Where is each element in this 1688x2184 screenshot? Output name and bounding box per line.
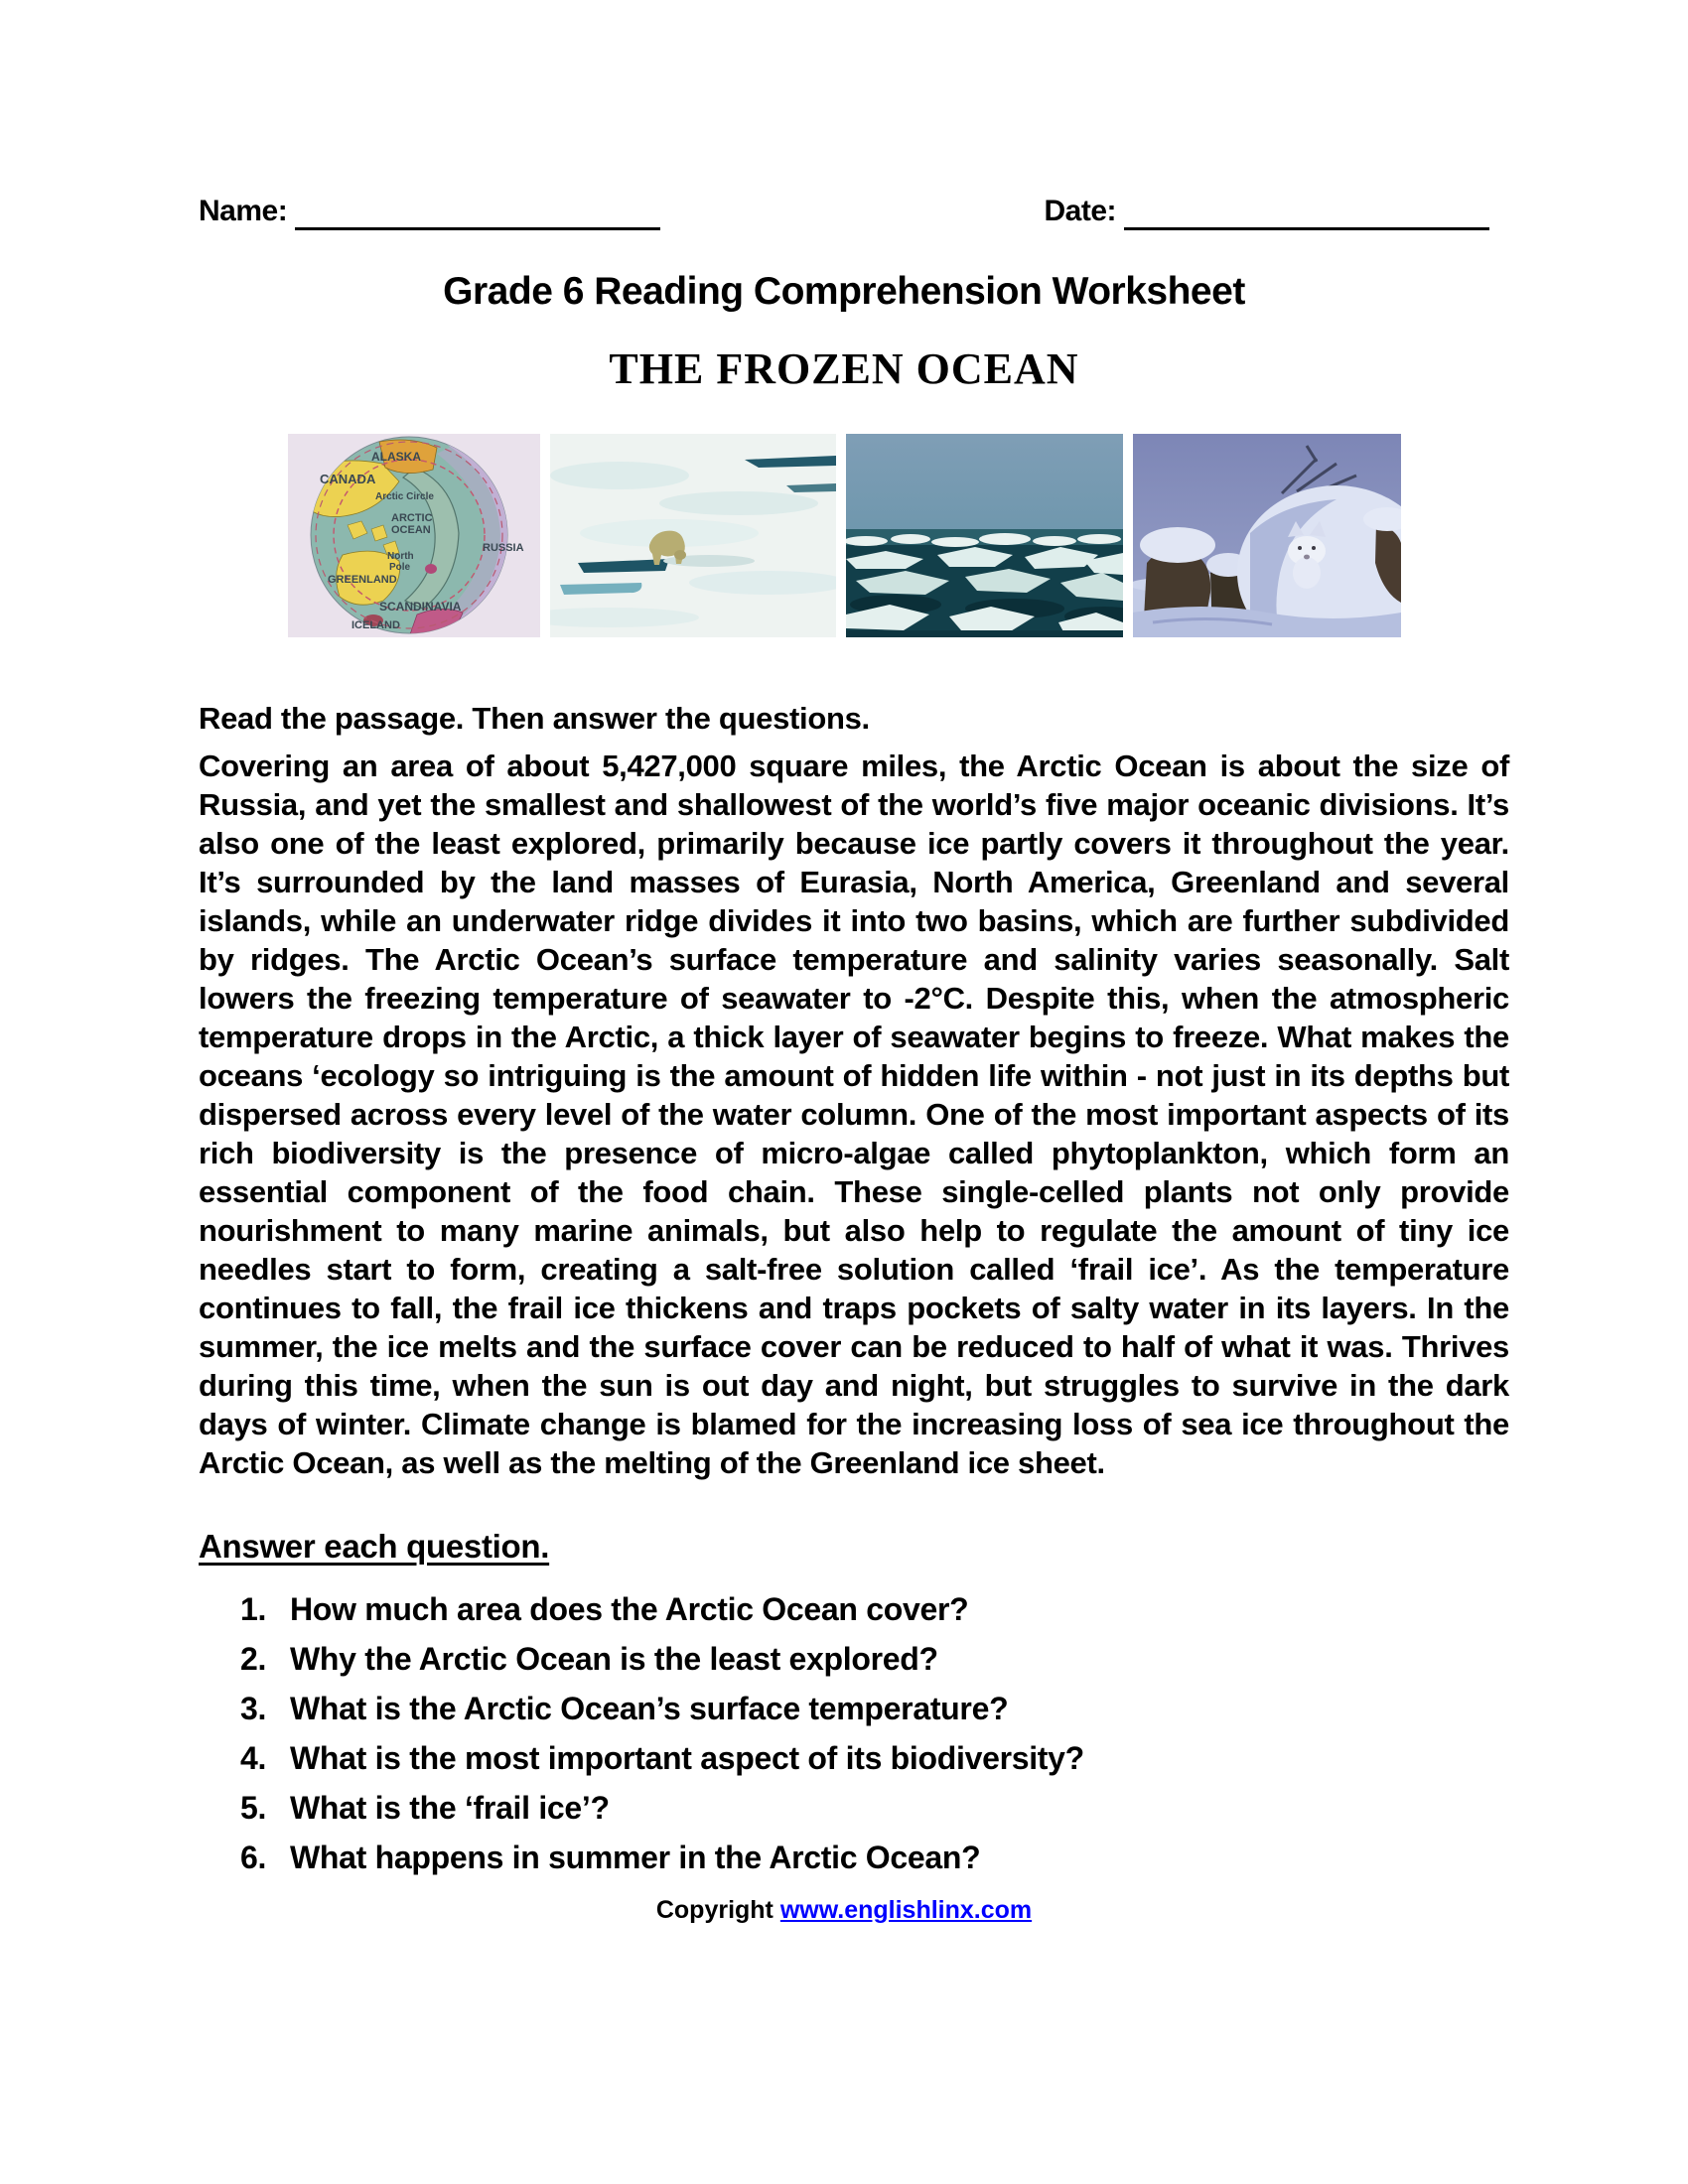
question-item-5 [240, 1790, 1489, 1827]
name-field [199, 197, 660, 230]
passage-text: Covering an area of about 5,427,000 square miles, the Arctic Ocean is about the size of Russia, and yet the smallest and shallowest of the world’s five major oceanic divisions. It’s also one of the least explored, primarily because ice partly covers it throughout the year. It’s surrounded by the land masses of Eurasia, North America, Greenland and several islands, while an underwater ridge divides it into two basins, which are further subdivided by ridges. The Arctic Ocean’s surface temperature and salinity varies seasonally. Salt lowers the freezing temperature of seawater to -2°C. Despite this, when the atmospheric temperature drops in the Arctic, a thick layer of seawater begins to freeze. What makes the oceans ‘ecology so intriguing is the amount of hidden life within - not just in its depths but dispersed across every level of the water column. One of the most important aspects of its rich biodiversity is the presence of micro-algae called phytoplankton, which form an essential component of the food chain. These single-celled plants not only provide nourishment to many marine animals, but also help to regulate the amount of tiny ice needles start to form, creating a salt-free solution called ‘frail ice’. As the temperature continues to fall, the frail ice thickens and traps pockets of salty water in its layers. In the summer, the ice melts and the surface cover can be reduced to half of what it was. Thrives during this time, when the sun is out day and night, but struggles to survive in the dark days of winter. Climate change is blamed for the increasing loss of sea ice throughout the Arctic Ocean, as well as the melting of the Greenland ice sheet. [199, 749, 1509, 1480]
question-item-2 [240, 1641, 1489, 1678]
ice-floes-image [846, 434, 1123, 637]
copyright-line [0, 1896, 1688, 1925]
question-item-3 [240, 1691, 1489, 1727]
question-text: What is the most important aspect of its biodiversity? [290, 1740, 1084, 1776]
header-fields [199, 0, 1489, 230]
map-label-alaska: ALASKA [370, 450, 421, 464]
question-number: 5. [240, 1790, 267, 1826]
question-item-1 [240, 1591, 1489, 1628]
polar-bear-image [550, 434, 836, 637]
map-label-arctic-ocean-1: ARCTIC [390, 512, 433, 524]
map-label-scandinavia: SCANDINAVIA [378, 600, 461, 614]
name-label: Name: [199, 195, 288, 227]
map-label-arctic-circle: Arctic Circle [374, 491, 434, 502]
question-text: What happens in summer in the Arctic Ocean? [290, 1840, 981, 1875]
ice-floes-graphic [846, 434, 1123, 637]
polar-bear-graphic [550, 434, 836, 637]
question-text: What is the ‘frail ice’? [290, 1790, 610, 1826]
instructions-text: Read the passage. Then answer the questions. [199, 701, 870, 736]
image-strip [0, 434, 1688, 637]
name-input-line[interactable] [295, 201, 660, 230]
questions-list [240, 1591, 1489, 1876]
date-field [1044, 197, 1489, 230]
question-number: 2. [240, 1641, 267, 1677]
question-item-4 [240, 1740, 1489, 1777]
question-number: 4. [240, 1740, 267, 1776]
questions-heading: Answer each question. [199, 1528, 550, 1565]
date-input-line[interactable] [1124, 201, 1489, 230]
page-title: Grade 6 Reading Comprehension Worksheet [443, 270, 1245, 313]
question-number: 3. [240, 1691, 267, 1726]
map-label-north-pole-2: Pole [388, 562, 410, 573]
passage-title: THE FROZEN OCEAN [609, 344, 1079, 393]
question-text: How much area does the Arctic Ocean cover? [290, 1591, 969, 1627]
arctic-map-graphic [288, 434, 540, 637]
englishlinx-link[interactable]: www.englishlinx.com [779, 1896, 1033, 1924]
arctic-fox-graphic [1133, 434, 1401, 637]
question-text: Why the Arctic Ocean is the least explored? [290, 1641, 938, 1677]
arctic-fox-image [1133, 434, 1401, 637]
map-label-north-pole-1: North [386, 551, 414, 562]
copyright-label: Copyright [655, 1896, 774, 1924]
question-item-6 [240, 1840, 1489, 1876]
map-label-russia: RUSSIA [482, 542, 524, 554]
question-text: What is the Arctic Ocean’s surface temperature? [290, 1691, 1009, 1726]
question-number: 1. [240, 1591, 267, 1627]
question-number: 6. [240, 1840, 267, 1875]
date-label: Date: [1044, 195, 1116, 227]
arctic-map-image [288, 434, 540, 637]
map-label-iceland: ICELAND [351, 619, 400, 631]
map-label-canada: CANADA [319, 472, 375, 486]
map-label-arctic-ocean-2: OCEAN [390, 524, 431, 536]
map-label-greenland: GREENLAND [327, 574, 397, 586]
